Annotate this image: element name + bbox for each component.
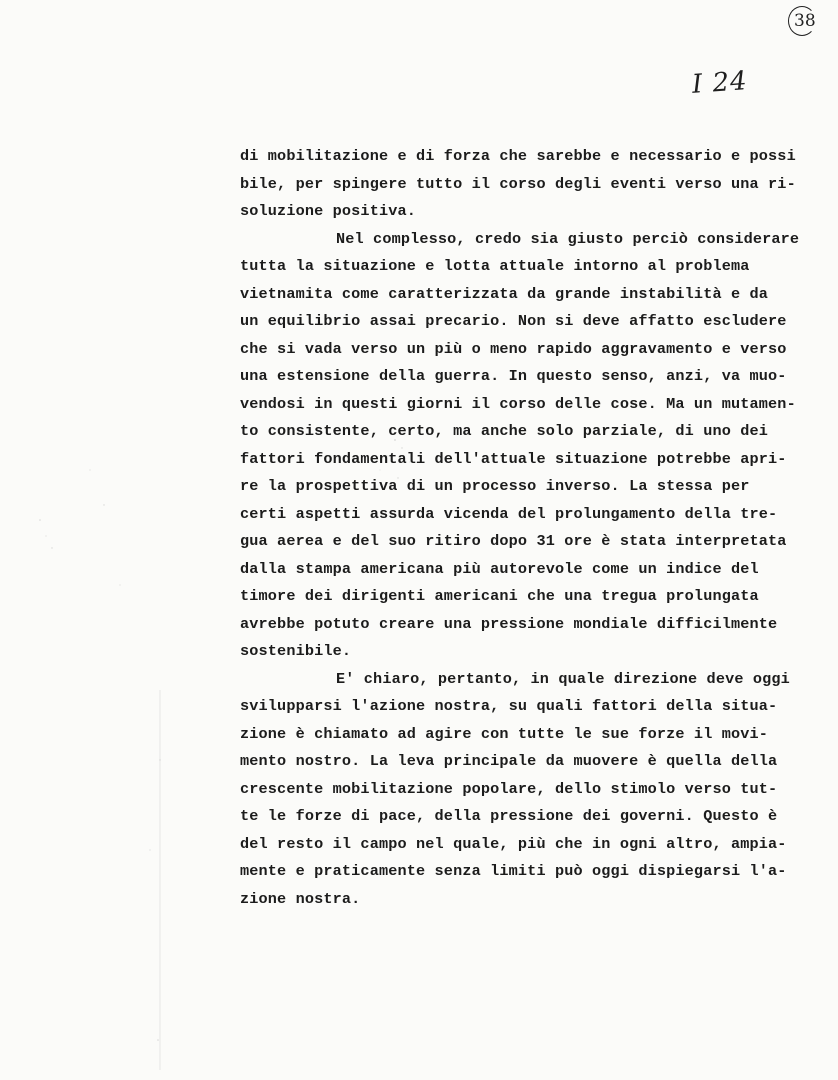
text-line: tutta la situazione e lotta attuale intorno al problema [240, 257, 750, 275]
text-line: zione nostra. [240, 889, 361, 908]
text-line: vietnamita come caratterizzata da grande instabilità e da [240, 284, 769, 303]
text-line: zione è chiamato ad agire con tutte le sue forze il movi- [240, 724, 769, 743]
text-line: vendosi in questi giorni il corso delle cose. Ma un mutamen- [240, 394, 796, 413]
text-line: gua aerea e del suo ritiro dopo 31 ore è stata interpretata [240, 532, 787, 550]
text-line: crescente mobilitazione popolare, dello stimolo verso tut- [240, 779, 778, 798]
text-line: timore dei dirigenti americani che una tregua prolungata [240, 587, 759, 605]
text-line: svilupparsi l'azione nostra, su quali fattori della situa- [240, 697, 778, 715]
archive-reference: I 24 [691, 66, 749, 100]
text-line: te le forze di pace, della pressione dei governi. Questo è [240, 807, 778, 825]
text-line: dalla stampa americana più autorevole come un indice del [240, 559, 759, 578]
page-number-stamp [782, 4, 826, 38]
document-body [240, 143, 830, 913]
text-line: di mobilitazione e di forza che sarebbe e necessario e possi [240, 147, 796, 165]
text-line: fattori fondamentali dell'attuale situazione potrebbe apri- [240, 449, 787, 468]
text-line: mente e praticamente senza limiti può oggi dispiegarsi l'a- [240, 862, 787, 880]
text-line: bile, per spingere tutto il corso degli eventi verso una ri- [240, 174, 796, 193]
page-number-text: 38 [794, 11, 816, 31]
text-line: una estensione della guerra. In questo senso, anzi, va muo- [240, 367, 787, 385]
text-line: avrebbe potuto creare una pressione mondiale difficilmente [240, 614, 778, 633]
text-line: sostenibile. [240, 642, 352, 660]
text-line: del resto il campo nel quale, più che in ogni altro, ampia- [240, 834, 787, 853]
text-line: un equilibrio assai precario. Non si deve affatto escludere [240, 312, 787, 330]
text-line: mento nostro. La leva principale da muovere è quella della [240, 752, 778, 770]
text-line: Nel complesso, credo sia giusto perciò considerare [336, 229, 800, 248]
paragraph [240, 143, 830, 226]
text-line: to consistente, certo, ma anche solo parziale, di uno dei [240, 422, 769, 440]
paragraph [240, 226, 830, 666]
text-line: re la prospettiva di un processo inverso. La stessa per [240, 477, 750, 495]
text-line: soluzione positiva. [240, 202, 417, 220]
text-line: E' chiaro, pertanto, in quale direzione deve oggi [336, 669, 790, 688]
paragraph [240, 666, 830, 914]
text-line: che si vada verso un più o meno rapido aggravamento e verso [240, 339, 787, 358]
text-line: certi aspetti assurda vicenda del prolungamento della tre- [240, 504, 778, 523]
